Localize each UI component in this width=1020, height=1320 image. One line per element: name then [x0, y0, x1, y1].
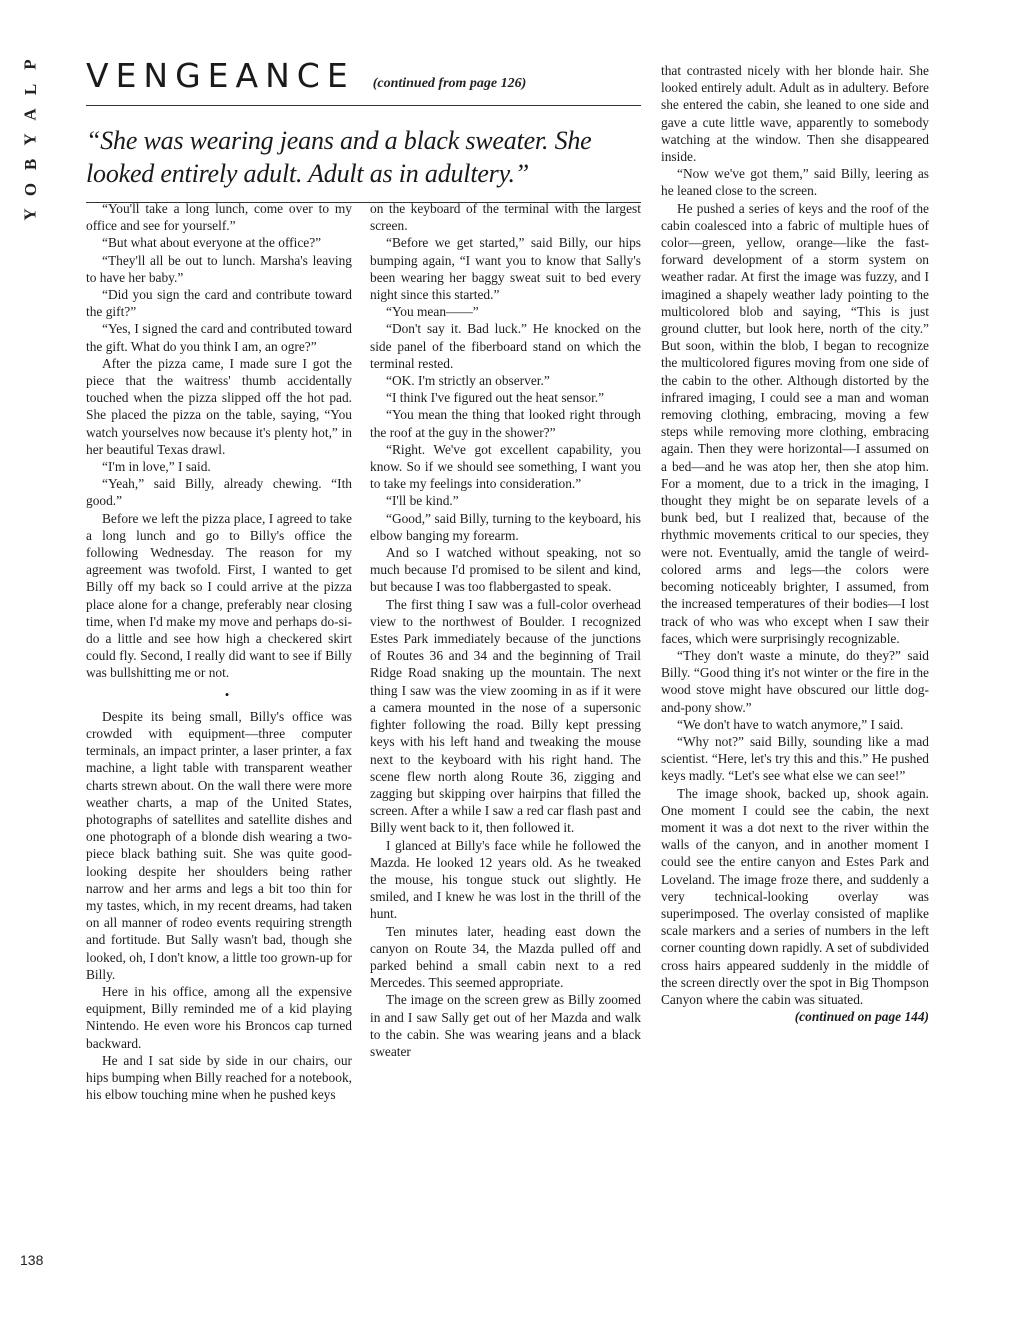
paragraph: “Right. We've got excellent capability, you know. So if we should see something, I want you to take my feelings into consideration.”	[370, 441, 641, 492]
text-column-2	[370, 200, 641, 1060]
paragraph: on the keyboard of the terminal with the largest screen.	[370, 201, 641, 234]
paragraph: “Before we get started,” said Billy, our hips bumping again, “I want you to know that Sally's been wearing her baggy sweat suit to bed every night since this started.”	[370, 235, 641, 303]
paragraph: “Don't say it. Bad luck.” He knocked on the side panel of the fiberboard stand on which the terminal rested.	[370, 321, 641, 371]
paragraph: “We don't have to watch anymore,” I said.	[677, 716, 904, 732]
paragraph: “Did you sign the card and contribute toward the gift?”	[86, 287, 352, 320]
paragraph: “Now we've got them,” said Billy, leering as he leaned close to the screen.	[661, 166, 929, 199]
paragraph: “I'll be kind.”	[386, 493, 459, 509]
paragraph: He and I sat side by side in our chairs, our hips bumping when Billy reached for a notebook, his elbow touching mine when he pushed keys	[86, 1052, 352, 1103]
continued-to-note: (continued on page 144)	[794, 1009, 929, 1025]
paragraph: “I'm in love,” I said.	[102, 459, 211, 475]
paragraph: “You'll take a long lunch, come over to my office and see for yourself.”	[86, 201, 352, 234]
margin-letter: O	[21, 182, 41, 197]
paragraph: that contrasted nicely with her blonde hair. She looked entirely adult. Adult as in adultery. Before she entered the cabin, she leaned to one side and gave a cute little wave, apparently to somebody watching at the window. Then she disappeared inside.	[661, 63, 929, 165]
continued-from-note: (continued from page 126)	[372, 76, 527, 91]
article-title: VENGEANCE	[86, 56, 355, 95]
paragraph: He pushed a series of keys and the roof of the cabin coalesced into a fabric of multiple hues of color—green, yellow, orange—like the fast-forward development of a storm system on weather radar. At first the image was fuzzy, and I imagined a shapely weather lady pointing to the multicolored blob and saying, “This is just ground clutter, but look here, north of the city.” But soon, within the blob, I began to recognize the multicolored figures moving from one side of the cabin to the other. Although distorted by the infrared imaging, I could see a man and woman removing clothing, embracing, moving a few steps while removing more clothing, embracing again. Then they were horizontal—I assumed on a bed—and he was atop her, then she atop him. For a moment, due to a trick in the imaging, I thought they might be on separate levels of a bunk bed, but I realized that, because of the rhythmic movements critical to our species, they were not. Eventually, amid the tangle of weird-colored arms and legs—the colors were becoming noticeably brighter, I assumed, from the increased temperatures of their bodies—I lost track of who was who except when I saw their faces, which were surprisingly recognizable.	[661, 200, 929, 646]
text-column-1	[86, 200, 352, 1103]
paragraph: Here in his office, among all the expensive equipment, Billy reminded me of a kid playing Nintendo. He even wore his Broncos cap turned backward.	[86, 983, 352, 1051]
paragraph: “Good,” said Billy, turning to the keyboard, his elbow banging my forearm.	[370, 510, 641, 543]
paragraph: The image shook, backed up, shook again. One moment I could see the cabin, the next moment it was a dot next to the river within the walls of the canyon, and in another moment I could see the entire canyon and Estes Park and Loveland. The image froze there, and suddenly a very technical-looking overlay was superimposed. The overlay consisted of maplike scale markers and a series of numbers in the left corner counting down rapidly. A set of subdivided cross hairs appeared suddenly in the middle of the screen directly over the spot in Big Thompson Canyon where the cabin was situated.	[661, 785, 929, 1007]
paragraph: “Yeah,” said Billy, already chewing. “Ith good.”	[86, 476, 352, 509]
article-header	[86, 56, 641, 203]
paragraph: “You mean——”	[386, 304, 479, 320]
paragraph: “You mean the thing that looked right through the roof at the guy in the shower?”	[370, 407, 641, 440]
margin-letter: B	[21, 158, 41, 171]
paragraph: “I think I've figured out the heat sensor.”	[386, 390, 605, 406]
paragraph: After the pizza came, I made sure I got the piece that the waitress' thumb accidentally touched when the pizza slipped off the hot pad. She placed the pizza on the table, saying, “You watch yourselves now because it's plenty hot,” in her beautiful Texas drawl.	[86, 355, 352, 457]
paragraph: “OK. I'm strictly an observer.”	[386, 373, 550, 389]
magazine-margin-label	[21, 52, 41, 227]
margin-letter: A	[21, 108, 41, 121]
paragraph: And so I watched without speaking, not so much because I'd promised to be silent and kind, but because I was too flabbergasted to speak.	[370, 545, 641, 595]
header-divider	[86, 105, 641, 106]
page-number: 138	[20, 1252, 44, 1268]
paragraph: “Yes, I signed the card and contributed toward the gift. What do you think I am, an ogre?”	[86, 321, 352, 354]
margin-letter: Y	[21, 133, 41, 146]
paragraph: “But what about everyone at the office?”	[102, 235, 322, 251]
paragraph: Before we left the pizza place, I agreed to take a long lunch and go to Billy's office the following Wednesday. The reason for my agreement was twofold. First, I wanted to get Billy off my back so I could arrive at the pizza place alone for a change, preferably near closing time, when I'd make my move and perhaps do-si-do a little and see how high a checkered skirt could fly. Second, I really did want to see if Billy was bullshitting me or not.	[86, 510, 352, 681]
section-break-bullet: •	[224, 686, 230, 702]
margin-letter: Y	[21, 208, 41, 221]
text-column-3	[661, 62, 929, 1025]
paragraph: Despite its being small, Billy's office was crowded with equipment—three computer terminals, an impact printer, a laser printer, a fax machine, a light table with transparent weather charts strewn about. On the wall there were more weather charts, a map of the United States, photographs of satellites and satellite dishes and one photograph of a blonde dish wearing a two-piece black bathing suit. She was quite good-looking despite her shoulders being rather narrow and her arms and legs a bit too thin for my tastes, which, in my recent dreams, had taken on all manner of rodeo events requiring strength and fortitude. But Sally wasn't bad, though she looked, oh, I don't know, a little too grown-up for Billy.	[86, 708, 352, 982]
paragraph: “They don't waste a minute, do they?” said Billy. “Good thing it's not winter or the fire in the wood stove might have obscured our little dog-and-pony show.”	[661, 647, 929, 715]
paragraph: Ten minutes later, heading east down the canyon on Route 34, the Mazda pulled off and parked behind a small cabin next to a red Mercedes. This seemed appropriate.	[370, 923, 641, 991]
margin-letter: L	[21, 83, 41, 96]
margin-letter: P	[21, 59, 41, 70]
paragraph: I glanced at Billy's face while he followed the Mazda. He looked 12 years old. As he tweaked the mouse, his tongue stuck out slightly. He smiled, and I knew he was lost in the thrill of the hunt.	[370, 837, 641, 922]
paragraph: The first thing I saw was a full-color overhead view to the northwest of Boulder. I recognized Estes Park immediately because of the junctions of Routes 36 and 34 and the beginning of Trail Ridge Road snaking up the mountain. The next thing I saw was the view zooming in as if it were a camera mounted in the nose of a supersonic fighter following the road. Billy kept pressing keys with his left hand and tweaking the mouse next to the keyboard with his right hand. The scene flew north along Route 36, zigging and zagging but skipping over hairpins that filled the screen. After a while I saw a red car flash past and Billy went back to it, then followed it.	[370, 596, 641, 836]
paragraph: The image on the screen grew as Billy zoomed in and I saw Sally get out of her Mazda and walk to the cabin. She was wearing jeans and a black sweater	[370, 992, 641, 1059]
paragraph: “They'll all be out to lunch. Marsha's leaving to have her baby.”	[86, 252, 352, 285]
title-row	[86, 56, 641, 95]
pull-quote: “She was wearing jeans and a black sweater. She looked entirely adult. Adult as in adultery.”	[86, 126, 592, 188]
paragraph: “Why not?” said Billy, sounding like a mad scientist. “Here, let's try this and this.” He pushed keys madly. “Let's see what else we can see!”	[661, 733, 929, 784]
